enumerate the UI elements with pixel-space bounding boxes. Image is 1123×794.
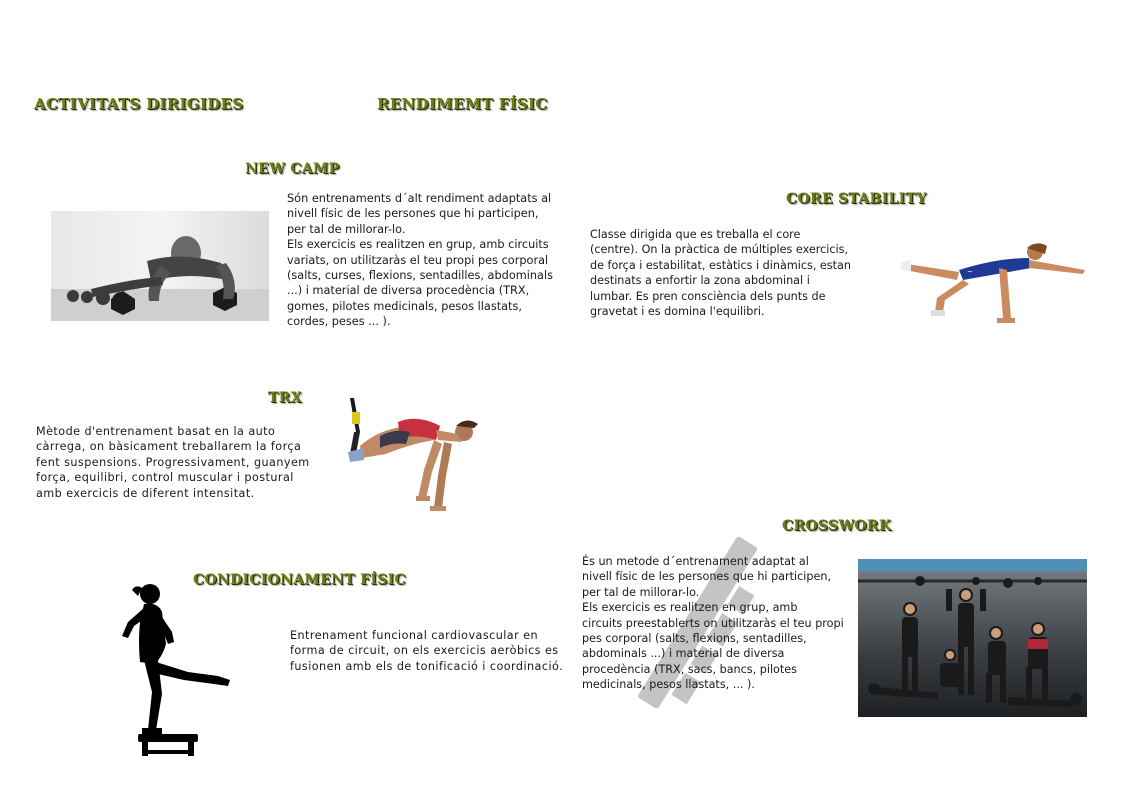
trx-photo xyxy=(340,398,490,520)
text-condicionament-fisic: Entrenament funcional cardiovascular en forma de circuit, on els exercicis aeròbics es fusionen amb els de tonificació i coordinació. xyxy=(290,629,564,673)
text-trx: Mètode d'entrenament basat en la auto càrrega, on bàsicament treballarem la força fent suspensions. Progressivament, guanyem força, equilibri, control muscular i postural amb exercicis de diferent intensitat. xyxy=(36,425,310,500)
step-silhouette xyxy=(118,582,234,758)
title-activitats-dirigides: ACTIVITATS DIRIGIDES xyxy=(34,95,244,113)
pushup-photo xyxy=(51,211,269,321)
text-new-camp: Són entrenaments d´alt rendiment adaptats al nivell físic de les persones que hi participen, per tal de millorar-lo. Els exercicis es realitzen en grup, amb circuits variats, on utilitzaràs el teu propi pes corporal (salts, curses, flexions, sentadilles, abdominals ...) i material de diversa procedència (TRX, gomes, pilotes medicinals, pesos llastats, cordes, peses ... ). xyxy=(287,192,553,329)
crosswork-group-photo xyxy=(858,559,1087,717)
core-plank-photo xyxy=(897,240,1087,332)
text-crosswork: És un metode d´entrenament adaptat al nivell físic de les persones que hi participen, per tal de millorar-lo. Els exercicis es realitzen en grup, amb circuits preestablerts on utilitzaràs el teu propi pes corporal (salts, flexions, sentadilles, abdominals ...) i material de diversa procedència (TRX, sacs, bancs, pilotes medicinals, pesos llastats, ... ). xyxy=(582,555,844,692)
heading-crosswork: CROSSWORK xyxy=(782,518,892,534)
title-rendiment-fisic: RENDIMEMT FÍSIC xyxy=(377,95,548,113)
heading-core-stability: CORE STABILITY xyxy=(786,191,927,207)
heading-new-camp: NEW CAMP xyxy=(245,161,340,177)
heading-trx: TRX xyxy=(268,390,302,406)
heading-condicionament-fisic: CONDICIONAMENT FÍSIC xyxy=(193,572,406,588)
text-core-stability: Classe dirigida que es treballa el core (centre). On la pràctica de múltiples exercicis, de força i estabilitat, estàtics i dinàmics, estan destinats a enfortir la zona abdominal i lumbar. Es pren consciència dels punts de gravetat i es domina l'equilibri. xyxy=(590,228,851,319)
svg-text:~: ~ xyxy=(967,268,973,276)
